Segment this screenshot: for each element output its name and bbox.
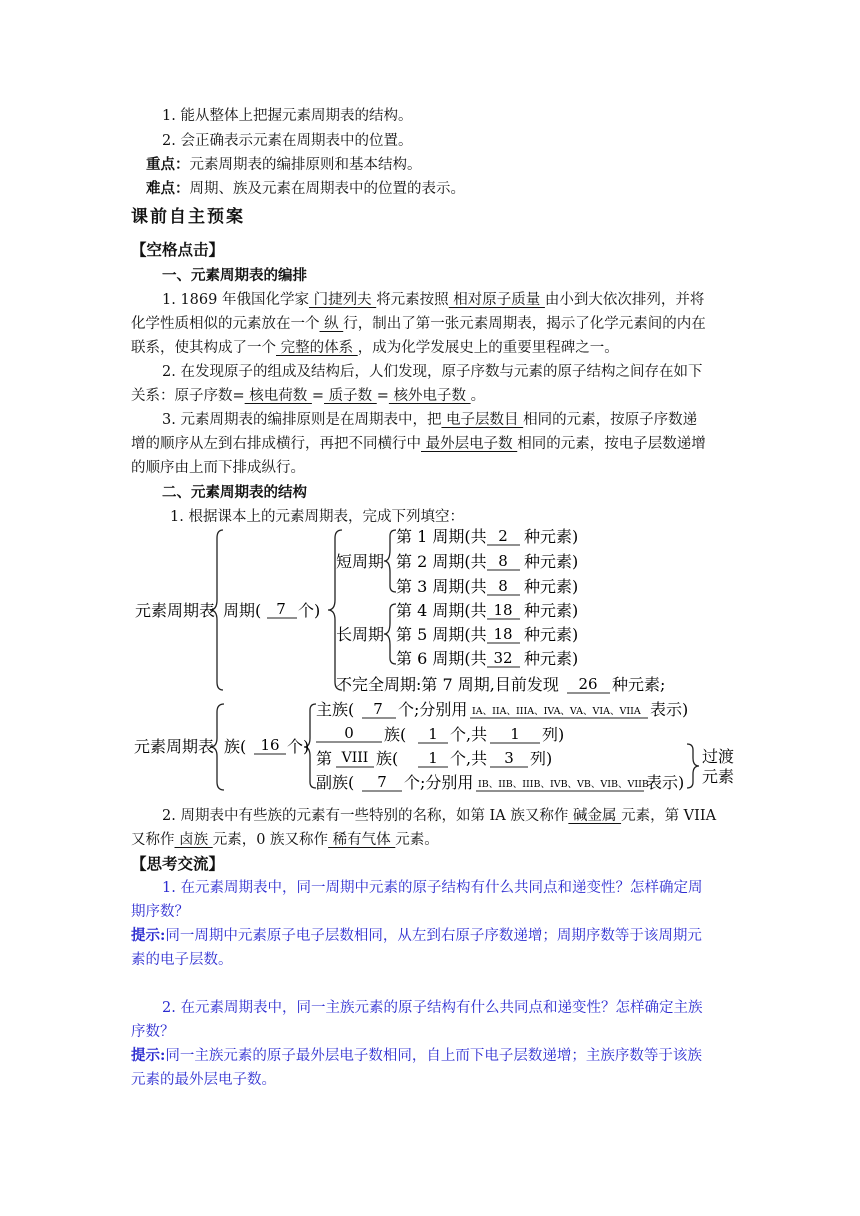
answer-protons: 质子数 bbox=[324, 388, 377, 404]
zero-group-cols: 1 bbox=[510, 725, 520, 743]
text: ，成为化学发展史上的重要里程碑之一。 bbox=[357, 340, 619, 356]
incomplete-period-count: 26 bbox=[578, 675, 598, 693]
period-2-count: 8 bbox=[498, 552, 508, 570]
diagram1-short: 短周期 bbox=[336, 552, 385, 571]
period-4-pre: 第 4 周期(共 bbox=[396, 601, 487, 620]
text: 增的顺序从左到右排成横行，再把不同横行中 bbox=[131, 436, 421, 452]
period-3-count: 8 bbox=[498, 577, 508, 595]
question-2-line1: 2. 在元素周期表中，同一主族元素的原子结构有什么共同点和递变性？怎样确定主族 bbox=[162, 1000, 703, 1016]
period-row-1 bbox=[396, 527, 578, 546]
text: 1. 1869 年俄国化学家 bbox=[162, 292, 309, 308]
period-4-count: 18 bbox=[493, 601, 513, 619]
difficult-point bbox=[146, 179, 465, 199]
viii-group-pre: 第 bbox=[316, 749, 333, 768]
text: 3. 元素周期表的编排原则是在周期表中，把 bbox=[162, 412, 442, 428]
text: 联系，使其构成了一个 bbox=[131, 340, 276, 356]
part2-p2-line2 bbox=[131, 830, 439, 850]
sub-group-pre: 副族( bbox=[316, 773, 355, 792]
zero-group-row bbox=[316, 724, 564, 744]
hint-2-label: 提示: bbox=[131, 1047, 166, 1064]
period-1-post: 种元素) bbox=[524, 527, 579, 546]
period-5-post: 种元素) bbox=[524, 625, 579, 644]
text: 。 bbox=[470, 388, 486, 404]
diagram2-group-post: 个) bbox=[287, 737, 310, 756]
main-group-pre: 主族( bbox=[316, 700, 355, 719]
sub-group-row bbox=[316, 773, 684, 792]
sub-group-count: 7 bbox=[377, 773, 387, 791]
fill-title: 【空格点击】 bbox=[131, 240, 225, 259]
key-point-text: 元素周期表的编排原则和基本结构。 bbox=[189, 157, 422, 173]
difficult-point-label: 难点： bbox=[146, 180, 190, 197]
text: 又称作 bbox=[131, 832, 175, 848]
part2-p2-line1 bbox=[162, 806, 716, 826]
text: 化学性质相似的元素放在一个 bbox=[131, 316, 320, 332]
period-3-pre: 第 3 周期(共 bbox=[396, 577, 487, 596]
think-title: 【思考交流】 bbox=[131, 854, 225, 873]
diagram1-long: 长周期 bbox=[336, 625, 385, 644]
period-5-pre: 第 5 周期(共 bbox=[396, 625, 487, 644]
period-3-post: 种元素) bbox=[524, 577, 579, 596]
incomplete-period-pre: 不完全周期:第 7 周期,目前发现 bbox=[336, 675, 559, 694]
text: = bbox=[376, 388, 389, 404]
period-6-post: 种元素) bbox=[524, 649, 579, 668]
answer-halogen: 卤族 bbox=[174, 832, 213, 848]
hint-2-line1 bbox=[131, 1046, 702, 1066]
question-1-line1: 1. 在元素周期表中，同一周期中元素的原子结构有什么共同点和递变性？怎样确定周 bbox=[162, 880, 703, 896]
text: 由小到大依次排列，并将 bbox=[544, 292, 705, 308]
transition-label-2: 元素 bbox=[702, 767, 735, 786]
key-point-label: 重点： bbox=[146, 156, 190, 173]
zero-group-mid2: 个,共 bbox=[450, 725, 488, 744]
answer-shell-count: 电子层数目 bbox=[441, 412, 524, 428]
viii-group-post: 列) bbox=[530, 749, 553, 768]
diagram1-root: 元素周期表 bbox=[135, 601, 216, 620]
period-5-count: 18 bbox=[493, 625, 513, 643]
answer-mendeleev: 门捷列夫 bbox=[308, 292, 377, 308]
period-6-count: 32 bbox=[493, 649, 513, 667]
zero-group-n: 1 bbox=[428, 725, 438, 743]
diagram2-root: 元素周期表 bbox=[134, 737, 215, 756]
section-title: 课前自主预案 bbox=[131, 207, 245, 227]
goal-1: 1. 能从整体上把握元素周期表的结构。 bbox=[162, 108, 413, 124]
incomplete-period-post: 种元素; bbox=[612, 675, 666, 694]
transition-label-1: 过渡 bbox=[702, 747, 735, 766]
viii-group-n: 1 bbox=[428, 749, 438, 767]
text: 相同的元素，按电子层数递增 bbox=[517, 436, 706, 452]
hint-2-text: 同一主族元素的原子最外层电子数相同，自上而下电子层数递增；主族序数等于该族 bbox=[165, 1048, 702, 1064]
text: 元素，第 VIIA bbox=[621, 808, 717, 824]
sub-group-list: IB、IIB、IIIB、IVB、VB、VIB、VIIB bbox=[478, 779, 649, 790]
part2-intro: 1. 根据课本上的元素周期表，完成下列填空： bbox=[170, 509, 464, 525]
part1-p3-line1 bbox=[162, 410, 697, 430]
main-group-row bbox=[316, 700, 688, 719]
diagram1-period-count: 7 bbox=[276, 600, 286, 618]
answer-alkali-metal: 碱金属 bbox=[568, 808, 622, 824]
viii-group-name: VIII bbox=[341, 750, 369, 766]
period-row-7 bbox=[336, 675, 665, 694]
hint-2-line2: 元素的最外层电子数。 bbox=[131, 1072, 276, 1088]
answer-nuclear-charge: 核电荷数 bbox=[244, 388, 312, 404]
difficult-point-text: 周期、族及元素在周期表中的位置的表示。 bbox=[189, 181, 465, 197]
question-1-line2: 期序数？ bbox=[131, 904, 189, 920]
period-structure-diagram bbox=[120, 524, 740, 696]
hint-1-line2: 素的电子层数。 bbox=[131, 952, 233, 968]
text: 关系：原子序数= bbox=[131, 388, 245, 404]
viii-group-cols: 3 bbox=[504, 749, 514, 767]
main-group-mid: 个;分别用 bbox=[398, 700, 468, 719]
text: 将元素按照 bbox=[376, 292, 449, 308]
part1-p1-line1 bbox=[162, 290, 704, 310]
period-row-2 bbox=[396, 552, 578, 571]
text: 行，制出了第一张元素周期表，揭示了化学元素间的内在 bbox=[343, 316, 706, 332]
diagram1-period-pre: 周期( bbox=[223, 601, 262, 620]
hint-1-text: 同一周期中元素原子电子层数相同，从左到右原子序数递增；周期序数等于该周期元 bbox=[165, 928, 702, 944]
period-row-6 bbox=[396, 649, 578, 668]
text: 元素，0 族又称作 bbox=[212, 832, 329, 848]
hint-1-line1 bbox=[131, 926, 702, 946]
part1-p2-line1: 2. 在发现原子的组成及结构后，人们发现，原子序数与元素的原子结构之间存在如下 bbox=[162, 364, 703, 380]
period-2-post: 种元素) bbox=[524, 552, 579, 571]
period-4-post: 种元素) bbox=[524, 601, 579, 620]
answer-noble-gas: 稀有气体 bbox=[328, 832, 396, 848]
period-row-5 bbox=[396, 625, 578, 644]
text: 相同的元素，按原子序数递 bbox=[523, 412, 698, 428]
viii-group-row bbox=[316, 749, 552, 768]
answer-column: 纵 bbox=[319, 316, 344, 332]
viii-group-mid2: 个,共 bbox=[450, 749, 488, 768]
period-row-3 bbox=[396, 577, 578, 596]
part1-p3-line2 bbox=[131, 434, 706, 454]
period-6-pre: 第 6 周期(共 bbox=[396, 649, 487, 668]
answer-electrons: 核外电子数 bbox=[388, 388, 471, 404]
main-group-list: IA、IIA、IIIA、IVA、VA、VIA、VIIA bbox=[472, 706, 641, 717]
part1-p1-line3 bbox=[131, 338, 619, 358]
part1-p3-line3: 的顺序由上而下排成纵行。 bbox=[131, 460, 305, 476]
key-point bbox=[146, 155, 422, 175]
answer-relative-atomic-mass: 相对原子质量 bbox=[448, 292, 545, 308]
answer-outer-electrons: 最外层电子数 bbox=[421, 436, 518, 452]
sub-group-mid: 个;分别用 bbox=[404, 773, 474, 792]
goal-2: 2. 会正确表示元素在周期表中的位置。 bbox=[162, 133, 413, 149]
period-1-count: 2 bbox=[498, 527, 508, 545]
text: 元素。 bbox=[395, 832, 439, 848]
answer-complete-system: 完整的体系 bbox=[276, 340, 358, 356]
text: = bbox=[311, 388, 325, 404]
part1-p2-line2 bbox=[131, 386, 485, 406]
sub-group-post: 表示) bbox=[646, 773, 685, 792]
zero-group-post: 列) bbox=[542, 725, 565, 744]
part2-title: 二、元素周期表的结构 bbox=[162, 484, 307, 501]
viii-group-mid: 族( bbox=[376, 749, 399, 768]
group-structure-diagram bbox=[120, 696, 740, 796]
diagram2-group-pre: 族( bbox=[224, 737, 247, 756]
period-row-4 bbox=[396, 601, 578, 620]
zero-group-mid: 族( bbox=[384, 725, 407, 744]
question-2-line2: 序数？ bbox=[131, 1024, 175, 1040]
period-1-pre: 第 1 周期(共 bbox=[396, 527, 487, 546]
diagram2-group-count: 16 bbox=[260, 736, 280, 754]
part1-p1-line2 bbox=[131, 314, 706, 334]
text: 2. 周期表中有些族的元素有一些特别的名称，如第 IA 族又称作 bbox=[162, 808, 569, 824]
main-group-post: 表示) bbox=[650, 700, 689, 719]
main-group-count: 7 bbox=[373, 700, 383, 718]
hint-1-label: 提示: bbox=[131, 927, 166, 944]
part1-title: 一、元素周期表的编排 bbox=[162, 267, 307, 284]
zero-group-count: 0 bbox=[344, 724, 354, 742]
diagram1-period-post: 个) bbox=[298, 601, 321, 620]
period-2-pre: 第 2 周期(共 bbox=[396, 552, 487, 571]
